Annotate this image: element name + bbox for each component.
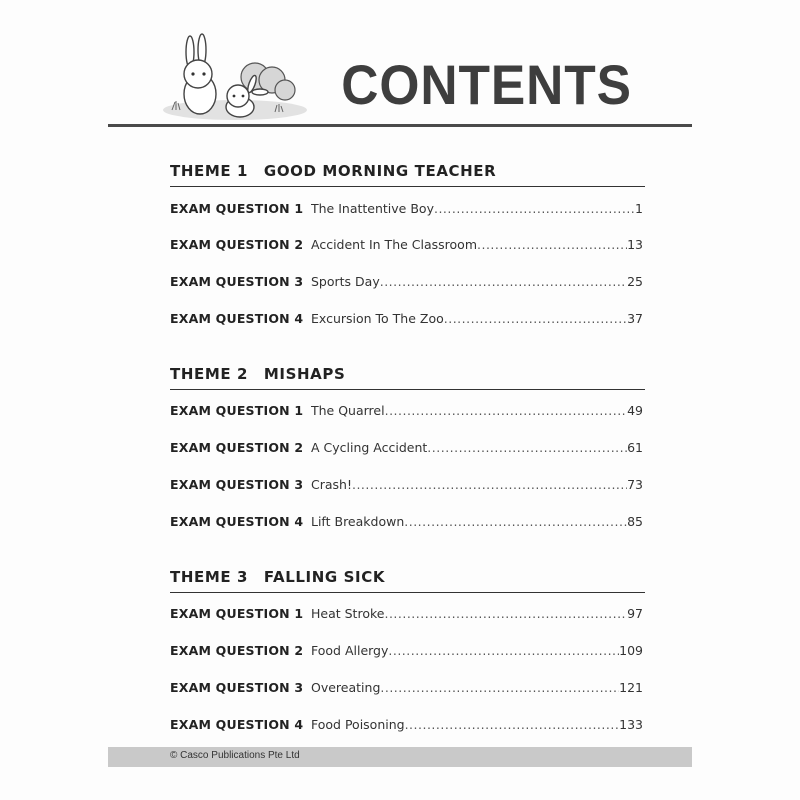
theme-section-3 [170, 566, 645, 732]
theme-number: THEME 1 [170, 162, 249, 180]
entry-title: Heat Stroke [311, 606, 385, 621]
entry-label: EXAM QUESTION 2 [170, 643, 304, 658]
entry-label: EXAM QUESTION 2 [170, 440, 304, 455]
toc-entry[interactable] [170, 512, 643, 532]
leader-dots [352, 475, 627, 495]
toc-entry[interactable] [170, 235, 643, 255]
entry-page: 49 [627, 403, 643, 418]
theme-number: THEME 2 [170, 365, 249, 383]
page-title: CONTENTS [341, 53, 632, 116]
theme-heading [170, 363, 645, 390]
theme-section-1 [170, 160, 645, 326]
toc-entry[interactable] [170, 678, 643, 698]
theme-name: FALLING SICK [263, 568, 386, 586]
toc-entry[interactable] [170, 641, 643, 661]
entry-page: 37 [627, 311, 643, 326]
entry-page: 97 [627, 606, 643, 621]
toc-entry[interactable] [170, 715, 643, 735]
entry-label: EXAM QUESTION 3 [170, 274, 304, 289]
theme-number: THEME 3 [170, 568, 249, 586]
entry-label: EXAM QUESTION 4 [170, 717, 304, 732]
theme-heading [170, 160, 645, 187]
footer-bar [108, 747, 692, 767]
entry-title: Sports Day [311, 274, 380, 289]
toc-entry[interactable] [170, 401, 643, 421]
theme-name: GOOD MORNING TEACHER [263, 162, 497, 180]
entry-page: 61 [627, 440, 643, 455]
leader-dots [477, 235, 627, 255]
entry-page: 25 [627, 274, 643, 289]
toc-entry[interactable] [170, 475, 643, 495]
entry-title: Food Allergy [311, 643, 389, 658]
toc-entry[interactable] [170, 438, 643, 458]
leader-dots [385, 401, 628, 421]
entry-title: A Cycling Accident [311, 440, 428, 455]
entry-title: Food Poisoning [311, 717, 405, 732]
entry-label: EXAM QUESTION 3 [170, 680, 304, 695]
leader-dots [384, 604, 627, 624]
leader-dots [405, 715, 620, 735]
copyright-text: © Casco Publications Pte Ltd [170, 750, 300, 761]
entry-title: Crash! [311, 477, 352, 492]
entry-label: EXAM QUESTION 4 [170, 311, 304, 326]
entry-title: The Inattentive Boy [311, 201, 434, 216]
toc-entry[interactable] [170, 199, 643, 219]
leader-dots [380, 678, 619, 698]
entry-page: 121 [619, 680, 643, 695]
rabbits-illustration [160, 32, 310, 122]
entry-page: 85 [627, 514, 643, 529]
entry-label: EXAM QUESTION 1 [170, 201, 304, 216]
toc-entry[interactable] [170, 272, 643, 292]
header-divider [108, 124, 692, 127]
entry-label: EXAM QUESTION 1 [170, 403, 304, 418]
entry-label: EXAM QUESTION 2 [170, 237, 304, 252]
leader-dots [388, 641, 619, 661]
entry-title: Excursion To The Zoo [311, 311, 444, 326]
entry-label: EXAM QUESTION 4 [170, 514, 304, 529]
theme-heading [170, 566, 645, 593]
entry-page: 73 [627, 477, 643, 492]
entry-page: 109 [619, 643, 643, 658]
theme-section-2 [170, 363, 645, 529]
leader-dots [404, 512, 627, 532]
entry-title: Lift Breakdown [311, 514, 405, 529]
leader-dots [427, 438, 627, 458]
leader-dots [380, 272, 627, 292]
theme-name: MISHAPS [263, 365, 346, 383]
entry-title: Accident In The Classroom [311, 237, 477, 252]
entry-page: 13 [627, 237, 643, 252]
entry-title: The Quarrel [311, 403, 385, 418]
entry-page: 133 [619, 717, 643, 732]
leader-dots [434, 199, 635, 219]
entry-title: Overeating [311, 680, 381, 695]
entry-label: EXAM QUESTION 3 [170, 477, 304, 492]
entry-label: EXAM QUESTION 1 [170, 606, 304, 621]
toc-entry[interactable] [170, 604, 643, 624]
leader-dots [444, 309, 627, 329]
toc-entry[interactable] [170, 309, 643, 329]
entry-page: 1 [635, 201, 643, 216]
